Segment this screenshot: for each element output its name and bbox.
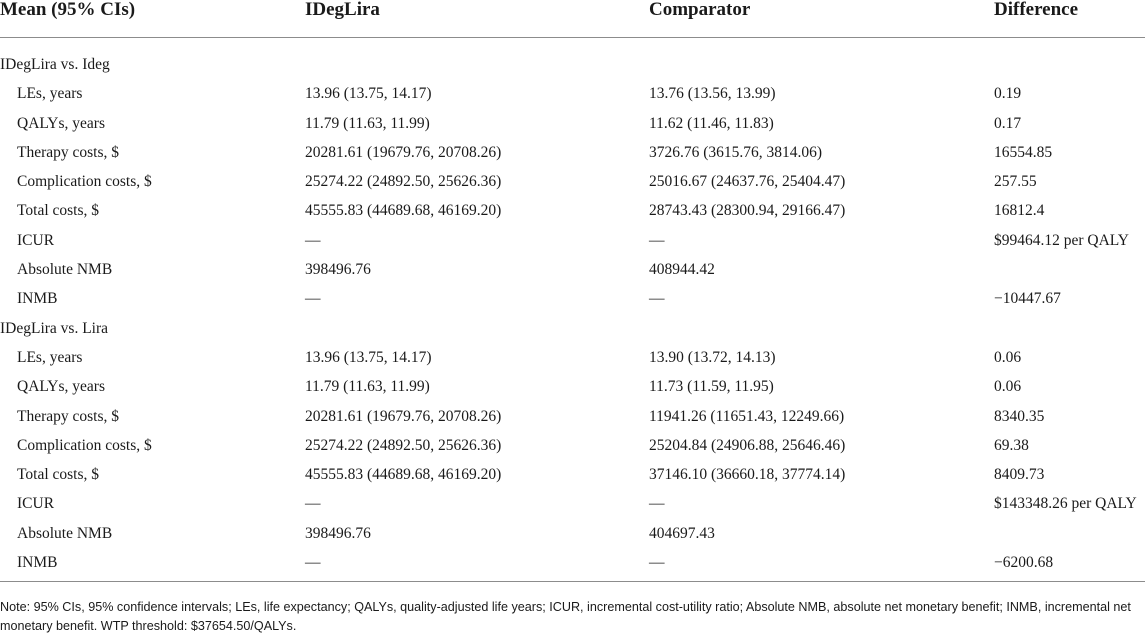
ideglira-value: 45555.83 (44689.68, 46169.20) (305, 202, 502, 220)
difference-value: 0.17 (994, 114, 1022, 132)
difference-value: 0.06 (994, 378, 1022, 396)
ideglira-value: — (305, 231, 321, 249)
comparator-value: 11.62 (11.46, 11.83) (649, 114, 774, 132)
table-row (0, 109, 1145, 138)
table-row (0, 372, 1145, 401)
row-label: Complication costs, $ (17, 173, 152, 191)
difference-value: 0.06 (994, 348, 1022, 366)
ideglira-value: 398496.76 (305, 524, 371, 542)
row-label: QALYs, years (17, 378, 105, 396)
table-row (0, 167, 1145, 196)
row-label: Total costs, $ (17, 466, 100, 484)
row-label: LEs, years (17, 85, 83, 103)
table-row (0, 343, 1145, 372)
table-row (0, 138, 1145, 167)
comparator-value: — (649, 554, 665, 572)
table-row (0, 460, 1145, 489)
comparator-value: 25204.84 (24906.88, 25646.46) (649, 436, 846, 454)
row-label: ICUR (17, 495, 55, 513)
difference-value: 257.55 (994, 173, 1037, 191)
comparator-value: 37146.10 (36660.18, 37774.14) (649, 466, 846, 484)
row-label: ICUR (17, 231, 55, 249)
ideglira-value: — (305, 495, 321, 513)
ideglira-value: 25274.22 (24892.50, 25626.36) (305, 173, 502, 191)
ideglira-value: 20281.61 (19679.76, 20708.26) (305, 407, 502, 425)
comparator-value: 25016.67 (24637.76, 25404.47) (649, 173, 846, 191)
row-label: Therapy costs, $ (17, 407, 120, 425)
comparator-value: 13.76 (13.56, 13.99) (649, 85, 776, 103)
row-label: LEs, years (17, 348, 83, 366)
table-footnote: Note: 95% CIs, 95% confidence intervals; LEs, life expectancy; QALYs, quality-adjusted life years; ICUR, incremental cost-utility ratio; Absolute NMB, absolute net monetary benefit; INMB, incremental net monetary benefit. WTP threshold: $37654.50/QALYs. (0, 600, 1131, 633)
difference-value: 8340.35 (994, 407, 1045, 425)
row-label: QALYs, years (17, 114, 105, 132)
row-label: INMB (17, 290, 58, 308)
row-label: Complication costs, $ (17, 436, 152, 454)
table-row (0, 226, 1145, 255)
row-label: INMB (17, 554, 58, 572)
ideglira-value: 20281.61 (19679.76, 20708.26) (305, 143, 502, 161)
comparator-value: 11.73 (11.59, 11.95) (649, 378, 774, 396)
comparator-value: 28743.43 (28300.94, 29166.47) (649, 202, 846, 220)
comparator-value: — (649, 495, 665, 513)
difference-value: −10447.67 (994, 290, 1061, 308)
ideglira-value: 11.79 (11.63, 11.99) (305, 114, 430, 132)
ideglira-value: 13.96 (13.75, 14.17) (305, 348, 432, 366)
table-row (0, 196, 1145, 225)
ideglira-value: — (305, 290, 321, 308)
table-header (0, 0, 1145, 38)
comparator-value: 3726.76 (3615.76, 3814.06) (649, 143, 823, 161)
ideglira-value: — (305, 554, 321, 572)
table-row (0, 431, 1145, 460)
ideglira-value: 45555.83 (44689.68, 46169.20) (305, 466, 502, 484)
table-row (0, 255, 1145, 284)
difference-value: −6200.68 (994, 554, 1054, 572)
difference-value: 0.19 (994, 85, 1022, 103)
header-ideglira: IDegLira (305, 0, 380, 20)
table-row (0, 402, 1145, 431)
table-row (0, 519, 1145, 548)
difference-value: 69.38 (994, 436, 1029, 454)
row-label: Total costs, $ (17, 202, 100, 220)
section-title-row (0, 50, 1145, 79)
difference-value: 16812.4 (994, 202, 1045, 220)
comparator-value: 13.90 (13.72, 14.13) (649, 348, 776, 366)
difference-value: 16554.85 (994, 143, 1053, 161)
ideglira-value: 398496.76 (305, 261, 371, 279)
header-comparator: Comparator (649, 0, 751, 20)
section-title-row (0, 314, 1145, 343)
difference-value: $99464.12 per QALY (994, 231, 1129, 249)
table-row (0, 284, 1145, 313)
header-mean-ci: Mean (95% CIs) (0, 0, 136, 20)
row-label: Absolute NMB (17, 524, 113, 542)
table-row (0, 79, 1145, 108)
row-label: Therapy costs, $ (17, 143, 120, 161)
comparator-value: 408944.42 (649, 261, 715, 279)
ideglira-value: 13.96 (13.75, 14.17) (305, 85, 432, 103)
comparator-value: — (649, 231, 665, 249)
difference-value: $143348.26 per QALY (994, 495, 1137, 513)
section-title: IDegLira vs. Ideg (0, 56, 110, 73)
header-difference: Difference (994, 0, 1079, 20)
comparator-value: 404697.43 (649, 524, 715, 542)
difference-value: 8409.73 (994, 466, 1045, 484)
comparator-value: — (649, 290, 665, 308)
table-row (0, 548, 1145, 577)
comparator-value: 11941.26 (11651.43, 12249.66) (649, 407, 845, 425)
ideglira-value: 25274.22 (24892.50, 25626.36) (305, 436, 502, 454)
table-row (0, 489, 1145, 518)
section-title: IDegLira vs. Lira (0, 319, 109, 337)
row-label: Absolute NMB (17, 261, 113, 279)
ideglira-value: 11.79 (11.63, 11.99) (305, 378, 430, 396)
table-body (0, 38, 1145, 582)
